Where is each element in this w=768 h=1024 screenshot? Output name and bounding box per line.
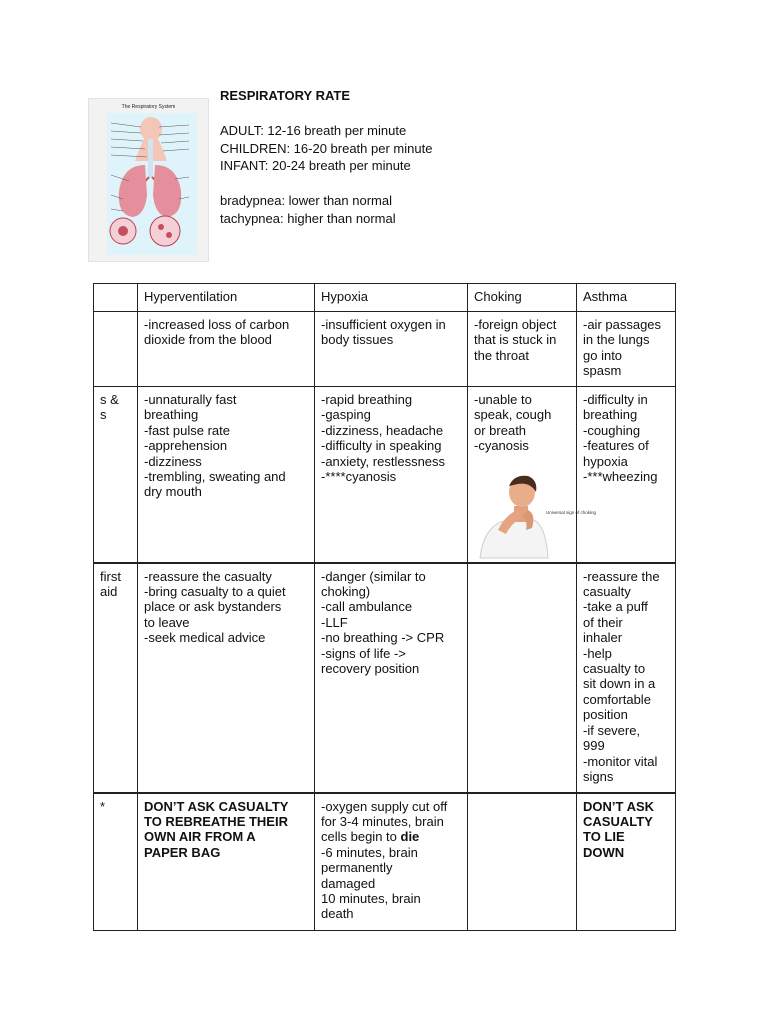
header-cell-empty [94, 284, 138, 312]
text-line: -oxygen supply cut off [321, 798, 448, 814]
text-line: place or ask bystanders [144, 599, 282, 615]
text-line: sit down in a [583, 676, 656, 692]
cell-hyperventilation-definition [138, 312, 315, 387]
row-label-definition [94, 312, 138, 387]
section-title: RESPIRATORY RATE [220, 88, 351, 103]
header-hypoxia: Hypoxia [315, 284, 468, 312]
text-line: spasm [583, 363, 622, 379]
cell-hypoxia-note [315, 793, 468, 931]
table-row-signs [94, 387, 676, 563]
text-line: s [100, 407, 107, 423]
text-line: choking) [321, 584, 371, 600]
row-label-signs [94, 387, 138, 563]
text-line: -if severe, [583, 722, 641, 738]
lungs-diagram [89, 99, 210, 263]
rate-children: CHILDREN: 16-20 breath per minute [220, 140, 433, 156]
text-line: -air passages [583, 317, 662, 332]
text-line: go into [583, 347, 623, 363]
text-line: -increased loss of carbon [144, 317, 290, 332]
text-line: breathing [144, 407, 199, 423]
text-line: signs [583, 768, 614, 784]
cell-hypoxia-definition [315, 312, 468, 387]
cell-choking-definition [468, 312, 577, 387]
text-line: -bring casualty to a quiet [144, 584, 286, 600]
table-row-definition [94, 312, 676, 387]
text-line: -seek medical advice [144, 630, 266, 646]
text-line: DON’T ASK [583, 798, 655, 814]
text-line: -fast pulse rate [144, 422, 230, 438]
text-line: in the lungs [583, 332, 650, 348]
text-line: breathing [583, 407, 638, 423]
text-line: -difficulty in speaking [321, 438, 442, 454]
text-line: -no breathing -> CPR [321, 630, 445, 646]
cell-asthma-note [577, 793, 676, 931]
text-line: CASUALTY [583, 814, 653, 830]
text-line: s & [100, 392, 119, 407]
text-line: damaged [321, 875, 376, 891]
text-line: -LLF [321, 614, 348, 630]
text-line: -take a puff [583, 599, 648, 615]
cell-asthma-definition [577, 312, 676, 387]
text-line: inhaler [583, 630, 623, 646]
text-line: DON’T ASK CASUALTY [144, 798, 289, 814]
text-line: death [321, 906, 354, 922]
rate-adult: ADULT: 12-16 breath per minute [220, 123, 407, 138]
text-line: 999 [583, 738, 605, 754]
text-line: dry mouth [144, 484, 202, 500]
text-line: -features of [583, 438, 649, 454]
text-line: permanently [321, 860, 393, 876]
text-line: -apprehension [144, 438, 228, 454]
text-line: speak, cough [474, 407, 552, 423]
text-line: to leave [144, 614, 190, 630]
text-line: or breath [474, 422, 527, 438]
text-line: -unnaturally fast [144, 392, 237, 407]
text-line: body tissues [321, 332, 394, 348]
text-line: -insufficient oxygen in [321, 317, 446, 332]
text-line: -dizziness [144, 453, 202, 469]
text-line: for 3-4 minutes, brain [321, 814, 444, 830]
text-line: aid [100, 584, 118, 600]
cell-choking-note [468, 793, 577, 931]
cell-choking-first-aid [468, 563, 577, 793]
text-line: -foreign object [474, 317, 557, 332]
text-line: position [583, 707, 628, 723]
text-line: TO REBREATHE THEIR [144, 814, 288, 830]
text-line: -call ambulance [321, 599, 413, 615]
header-hyperventilation: Hyperventilation [138, 284, 315, 312]
text-line: -****cyanosis [321, 469, 397, 485]
figure-title: The Respiratory System [121, 104, 176, 110]
text-line: -difficulty in [583, 392, 648, 407]
text-line: -help [583, 645, 612, 661]
bold-word: die [400, 829, 420, 845]
text-line: that is stuck in [474, 332, 557, 348]
text-line: the throat [474, 347, 529, 363]
header-asthma: Asthma [577, 284, 676, 312]
text-line: casualty [583, 584, 631, 600]
text-line: -coughing [583, 422, 641, 438]
text-line: dioxide from the blood [144, 332, 272, 348]
text-line: 10 minutes, brain [321, 891, 421, 907]
term-tachypnea: tachypnea: higher than normal [220, 210, 396, 226]
text-line: -unable to [474, 392, 532, 407]
choking-sign-image [474, 470, 597, 558]
text-line: -rapid breathing [321, 392, 413, 407]
text-line: -dizziness, headache [321, 422, 444, 438]
text-line: first [100, 568, 121, 584]
cell-hypoxia-signs [315, 387, 468, 563]
text-line: -danger (similar to [321, 568, 426, 584]
text-line: -gasping [321, 407, 371, 423]
cell-hypoxia-first-aid [315, 563, 468, 793]
text-line: -6 minutes, brain [321, 844, 418, 860]
text-line: -anxiety, restlessness [321, 453, 446, 469]
text-line: hypoxia [583, 453, 628, 469]
text-line: OWN AIR FROM A [144, 829, 256, 845]
text-line: -signs of life -> [321, 645, 406, 661]
respiratory-rate-section [220, 87, 432, 227]
table-header-row [94, 284, 676, 312]
cell-choking-signs [468, 387, 597, 563]
text-line: recovery position [321, 661, 420, 677]
term-bradypnea: bradypnea: lower than normal [220, 193, 392, 208]
cell-asthma-signs [577, 387, 676, 563]
text-line: -reassure the [583, 568, 660, 584]
text-line: comfortable [583, 691, 651, 707]
text-line: of their [583, 614, 623, 630]
text-line: casualty to [583, 661, 646, 677]
row-label-first-aid [94, 563, 138, 793]
cell-hyperventilation-note [138, 793, 315, 931]
row-label-notes: * [94, 793, 138, 931]
text-line: -reassure the casualty [144, 568, 272, 584]
image-caption: Universal sign of choking [546, 509, 597, 515]
text-fragment: cells begin to [321, 829, 401, 845]
header-choking: Choking [468, 284, 577, 312]
cell-hyperventilation-first-aid [138, 563, 315, 793]
text-line: TO LIE [583, 829, 625, 845]
text-line: -monitor vital [583, 753, 658, 769]
text-line [321, 829, 461, 844]
text-line: -cyanosis [474, 438, 529, 454]
text-line: -***wheezing [583, 469, 658, 485]
text-line: PAPER BAG [144, 844, 221, 860]
cell-asthma-first-aid [577, 563, 676, 793]
table-row-notes [94, 793, 676, 931]
cell-hyperventilation-signs [138, 387, 315, 563]
text-line: -trembling, sweating and [144, 469, 286, 485]
conditions-table [93, 283, 676, 931]
rate-infant: INFANT: 20-24 breath per minute [220, 158, 411, 173]
respiratory-system-image [88, 98, 209, 262]
text-line: DOWN [583, 844, 625, 860]
table-row-first-aid [94, 563, 676, 793]
